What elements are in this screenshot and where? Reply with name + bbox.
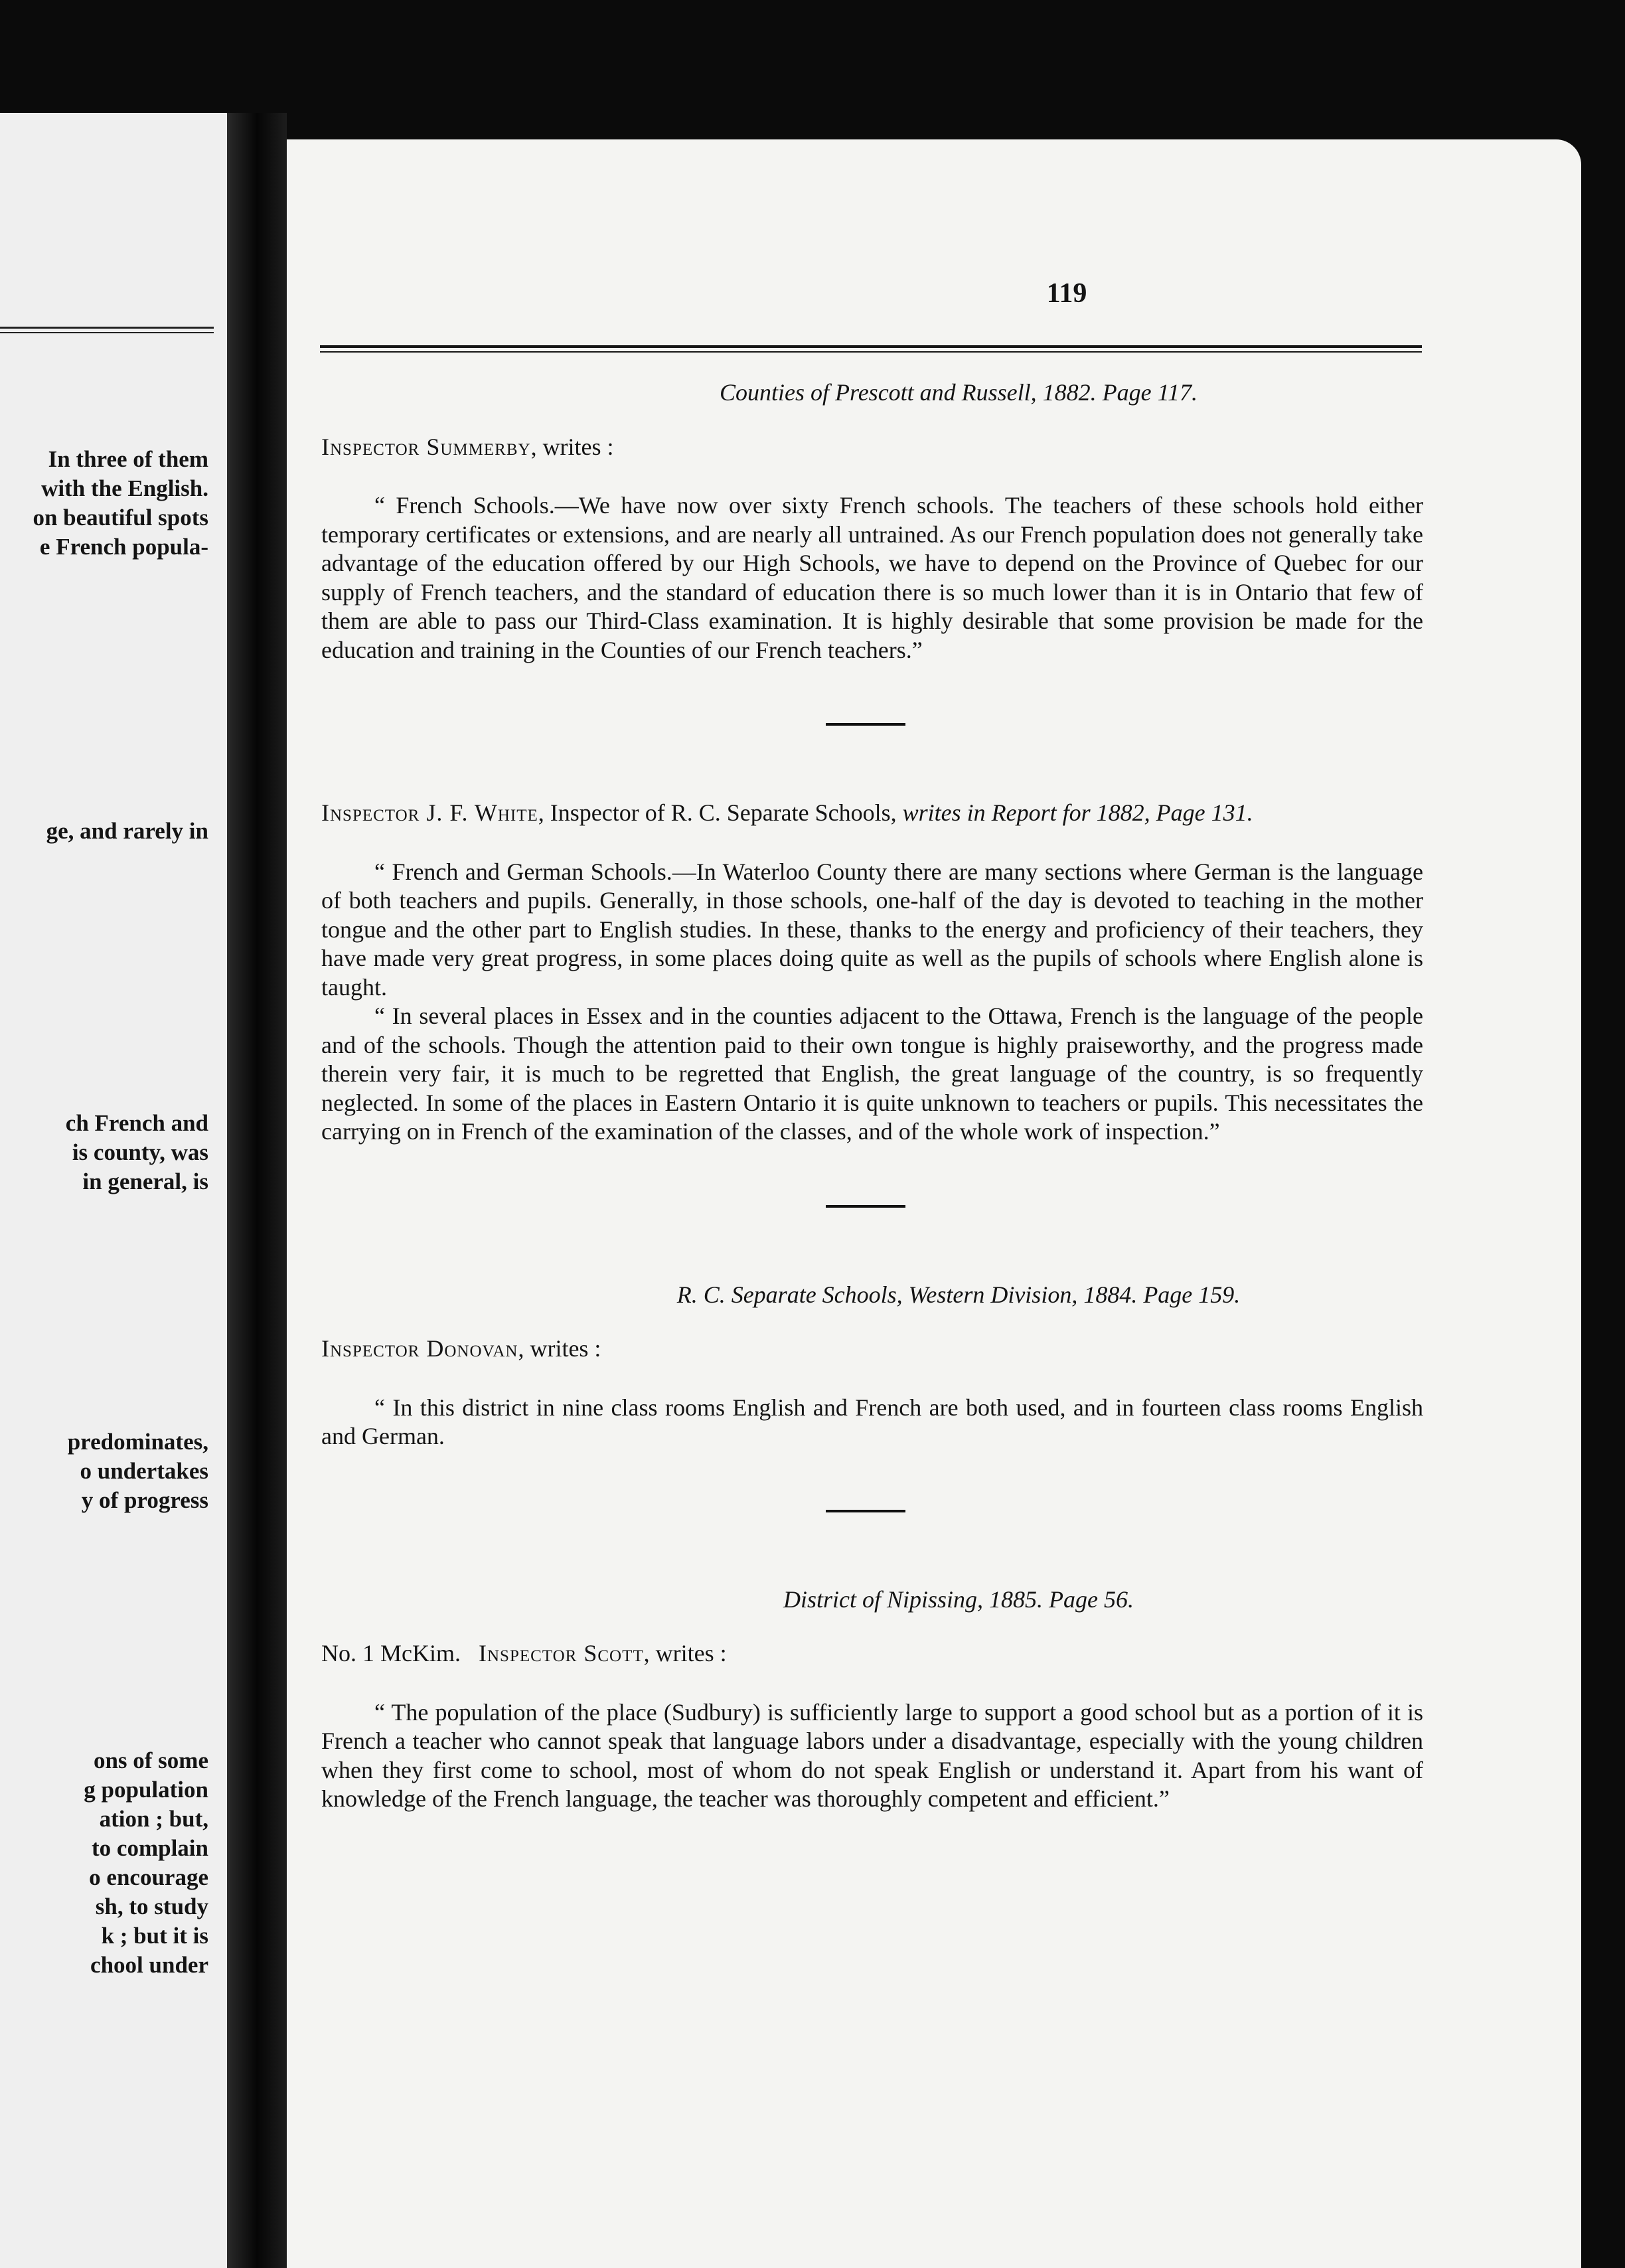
speaker-tail: , Inspector of R. C. Separate Schools, [538,799,897,826]
speaker-tail: , writes : [518,1335,601,1362]
left-fragment-line: o undertakes [80,1458,208,1484]
left-facing-page [0,113,227,2268]
speaker-tail: , writes : [643,1640,727,1666]
left-fragment-line: o encourage [89,1864,208,1890]
quote-paragraph: “ French Schools.—We have now over sixty French schools. The teachers of these schools hold either temporary certificates or extensions, and are nearly all untrained. As our French population does not generally take advantage of the education offered by our High Schools, we have to depend on the Province of Quebec for our supply of French teachers, and the standard of education there is so much lower than it is in Ontario that few of them are able to pass our Third-Class examination. It is highly desirable that some provision be made for the education and training in the Counties of our French teachers.” [321,492,1423,663]
left-fragment-line: y of progress [81,1487,208,1513]
section-prescott-russell [321,378,1423,665]
left-fragment-line: ge, and rarely in [46,818,208,844]
left-fragment-5 [0,1746,208,1980]
section-white-report [321,799,1423,1147]
school-number: No. 1 McKim. [321,1640,479,1666]
left-fragment-line: to complain [92,1835,208,1861]
speaker-line [321,433,1423,462]
section-caption: R. C. Separate Schools, Western Division, 1884. Page 159. [676,1281,1241,1308]
section-separator [826,1510,905,1512]
left-fragment-line: in general, is [82,1169,208,1194]
speaker-line [321,1335,1423,1364]
section-caption: District of Nipissing, 1885. Page 56. [783,1585,1134,1613]
left-fragment-line: ons of some [93,1747,208,1773]
left-fragment-1 [0,445,208,562]
section-western-division [321,1281,1423,1451]
section-separator [826,1205,905,1208]
left-fragment-line: is county, was [72,1139,208,1165]
left-fragment-line: g population [84,1777,208,1803]
left-fragment-line: e French popula- [39,534,208,560]
left-fragment-line: k ; but it is [101,1923,208,1949]
section-nipissing [321,1585,1423,1814]
left-fragment-3 [0,1109,208,1196]
book-gutter [227,113,287,2268]
inspector-name: Inspector J. F. White [321,799,538,826]
left-fragment-4 [0,1427,208,1515]
page-number: 119 [1046,278,1087,309]
quote-paragraph: “ French and German Schools.—In Waterloo County there are many sections where German is the language of both teachers and pupils. Generally, in those schools, one-half of the day is devoted to teaching in the mother tongue and the other part to English studies. In these, thanks to the energy and proficiency of their teachers, they have made very great progress, in some places doing quite as well as the pupils of schools where English alone is taught. [321,858,1423,1001]
report-reference: writes in Report for 1882, Page 131. [896,799,1253,826]
header-rule [320,345,1422,353]
inspector-name: Inspector Scott [479,1640,644,1666]
quote-paragraph: “ In several places in Essex and in the counties adjacent to the Ottawa, French is the language of the people and of the schools. Though the attention paid to their own tongue is highly praiseworthy, and the progress made therein very fair, it is much to be regretted that English, the great language of the country, is so frequently neglected. In some of the places in Eastern Ontario it is quite unknown to teachers or pupils. This necessitates the carrying on in French of the examination of the classes, and of the whole work of inspection.” [321,1003,1423,1145]
left-fragment-line: with the English. [41,475,208,501]
inspector-name: Inspector Summerby [321,433,531,460]
quote-paragraph: “ In this district in nine class rooms English and French are both used, and in fourteen class rooms English and German. [321,1394,1423,1449]
left-page-rule [0,327,214,333]
left-fragment-line: sh, to study [95,1894,208,1919]
speaker-line [321,1639,1423,1668]
left-fragment-line: on beautiful spots [33,505,208,530]
left-fragment-line: ation ; but, [99,1806,208,1832]
inspector-name: Inspector Donovan [321,1335,518,1362]
left-fragment-line: ch French and [65,1110,208,1136]
left-fragment-line: chool under [90,1952,208,1978]
section-separator [826,723,905,726]
left-fragment-line: predominates, [67,1429,208,1455]
right-page [287,139,1581,2268]
left-fragment-line: In three of them [48,446,208,472]
speaker-tail: , writes : [530,433,614,460]
speaker-line [321,799,1423,828]
page-content [321,378,1423,1814]
left-fragment-2 [0,817,208,846]
quote-paragraph: “ The population of the place (Sudbury) is sufficiently large to support a good school but as a portion of it is French a teacher who cannot speak that language labors under a disadvantage, especially with the young children when they first come to school, most of whom do not speak English or understand it. Apart from his want of knowledge of the French language, the teacher was thoroughly competent and efficient.” [321,1698,1423,1812]
section-caption: Counties of Prescott and Russell, 1882. Page 117. [720,379,1198,406]
